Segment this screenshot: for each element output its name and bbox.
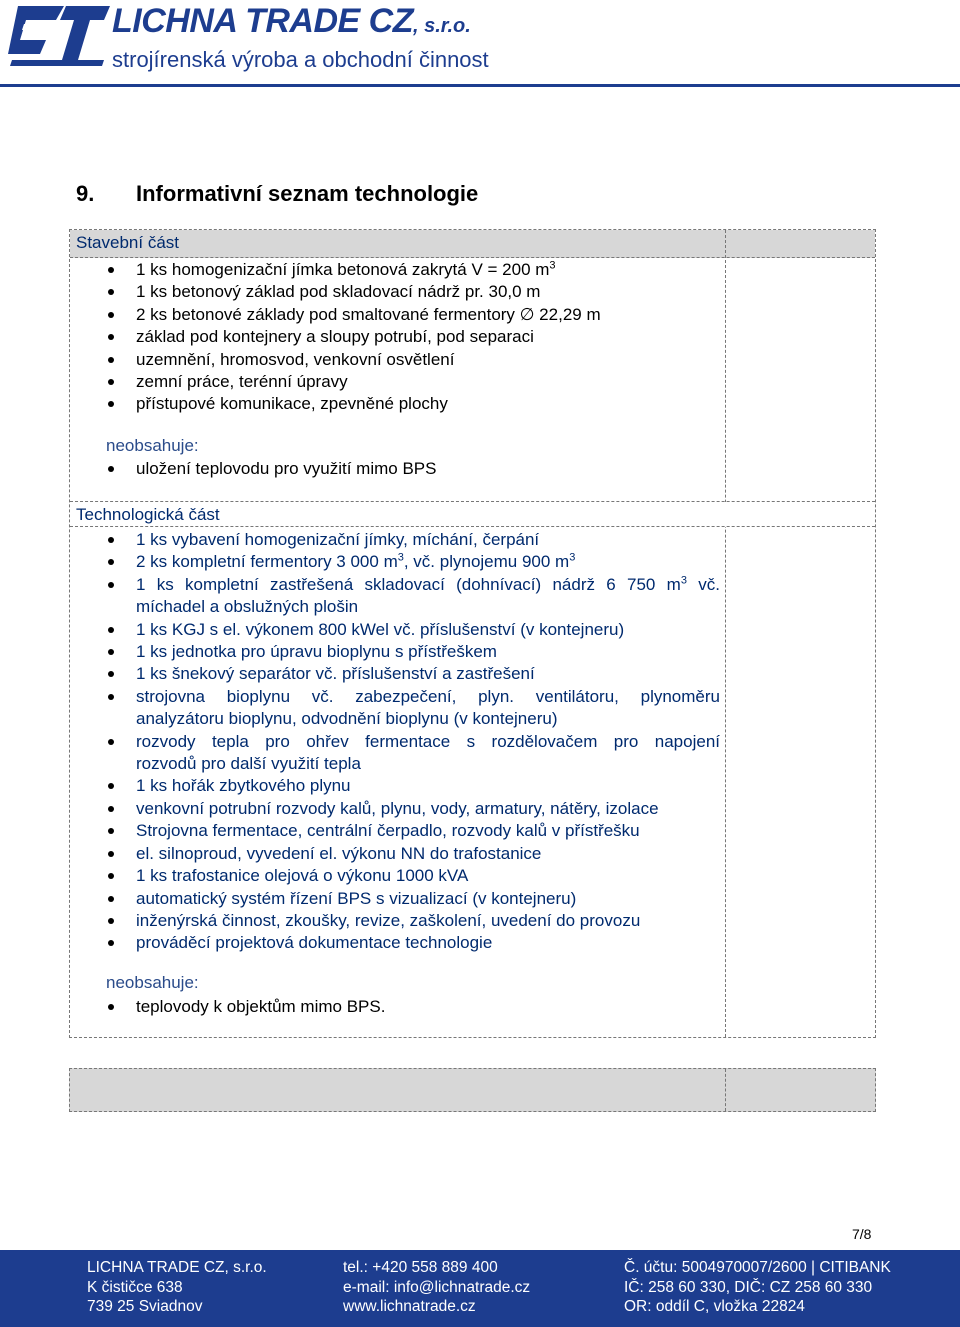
list-item: základ pod kontejnery a sloupy potrubí, pod separaci: [70, 326, 720, 348]
excluded-label: neobsahuje:: [106, 436, 199, 455]
list-item: 1 ks betonový základ pod skladovací nádrž pr. 30,0 m: [70, 281, 720, 303]
footer-website: www.lichnatrade.cz: [343, 1298, 476, 1315]
technology-table: [69, 229, 876, 1038]
list-item: zemní práce, terénní úpravy: [70, 371, 720, 393]
footer-line: LICHNA TRADE CZ, s.r.o.: [87, 1259, 267, 1276]
list-item: 2 ks kompletní fermentory 3 000 $m^3$, vč. plynojemu 900 $m^3$: [70, 551, 720, 573]
footer-address: [87, 1258, 267, 1317]
footer-line: IČ: 258 60 330, DIČ: CZ 258 60 330: [624, 1278, 873, 1296]
footer-registration: [624, 1258, 891, 1317]
list-item: el. silnoproud, vyvedení el. výkonu NN do trafostanice: [70, 843, 720, 865]
group-heading-stavebni: Stavební část: [76, 233, 180, 252]
list-item: přístupové komunikace, zpevněné plochy: [70, 393, 720, 415]
list-item: 1 ks trafostanice olejová o výkonu 1000 kVA: [70, 865, 720, 887]
footer-email: e-mail: info@lichnatrade.cz: [343, 1278, 531, 1296]
list-item: 1 ks homogenizační jímka betonová zakrytá V = 200 $m^3$: [70, 259, 720, 281]
company-logo-icon: [4, 0, 112, 72]
section-number: 9.: [76, 181, 95, 206]
company-tagline: strojírenská výroba a obchodní činnost: [112, 47, 489, 72]
list-item: 1 ks šnekový separátor vč. příslušenství a zastřešení: [70, 663, 720, 685]
page-number: 7/8: [852, 1226, 872, 1242]
list-item: 1 ks kompletní zastřešená skladovací (dohnívací) nádrž 6 750 $m^3$ vč. míchadel a obslužných plošin: [70, 574, 720, 619]
column-divider: [725, 230, 726, 1037]
list-item: inženýrská činnost, zkoušky, revize, zaškolení, uvedení do provozu: [70, 910, 720, 932]
section-heading: Informativní seznam technologie: [136, 181, 479, 206]
technologicka-excluded-list: [70, 996, 720, 1018]
company-name: LICHNA TRADE CZ, s.r.o.: [112, 2, 471, 40]
footer-line: 739 25 Sviadnov: [87, 1298, 203, 1315]
list-item: 2 ks betonové základy pod smaltované fermentory ∅ 22,29 m: [70, 304, 720, 326]
list-item: rozvody tepla pro ohřev fermentace s rozdělovačem pro napojení rozvodů pro další využití tepla: [70, 731, 720, 776]
list-item: venkovní potrubní rozvody kalů, plynu, vody, armatury, nátěry, izolace: [70, 798, 720, 820]
footer: [0, 1250, 960, 1327]
header-row-stavebni: [70, 230, 875, 258]
list-item: 1 ks vybavení homogenizační jímky, míchání, čerpání: [70, 529, 720, 551]
letterhead: [0, 0, 960, 90]
list-item: uložení teplovodu pro využití mimo BPS: [70, 458, 720, 480]
list-item: teplovody k objektům mimo BPS.: [70, 996, 720, 1018]
list-item: 1 ks jednotka pro úpravu bioplynu s přístřeškem: [70, 641, 720, 663]
header-divider: [0, 84, 960, 87]
column-divider: [725, 1069, 726, 1111]
list-item: Strojovna fermentace, centrální čerpadlo, rozvody kalů v přístřešku: [70, 820, 720, 842]
excluded-label: neobsahuje:: [106, 973, 199, 992]
list-item: 1 ks hořák zbytkového plynu: [70, 775, 720, 797]
list-item: 1 ks KGJ s el. výkonem 800 kWel vč. příslušenství (v kontejneru): [70, 619, 720, 641]
footer-phone: tel.: +420 558 889 400: [343, 1259, 498, 1276]
group-heading-technologicka: Technologická část: [76, 505, 220, 524]
footer-line: Č. účtu: 5004970007/2600 | CITIBANK: [624, 1259, 891, 1276]
list-item: automatický systém řízení BPS s vizualizací (v kontejneru): [70, 888, 720, 910]
stavebni-excluded-list: [70, 458, 720, 480]
stavebni-list: [70, 259, 720, 416]
list-item: prováděcí projektová dokumentace technologie: [70, 932, 720, 954]
footer-line: K čističce 638: [87, 1278, 183, 1296]
footer-line: OR: oddíl C, vložka 22824: [624, 1298, 805, 1315]
list-item: uzemnění, hromosvod, venkovní osvětlení: [70, 349, 720, 371]
section-title: [76, 181, 478, 207]
footer-contact: [343, 1258, 530, 1317]
technologicka-list: [70, 529, 720, 955]
list-item: strojovna bioplynu vč. zabezpečení, plyn. ventilátoru, plynoměru analyzátoru bioplynu, odvodnění bioplynu (v kontejneru): [70, 686, 720, 731]
summary-table: [69, 1068, 876, 1112]
